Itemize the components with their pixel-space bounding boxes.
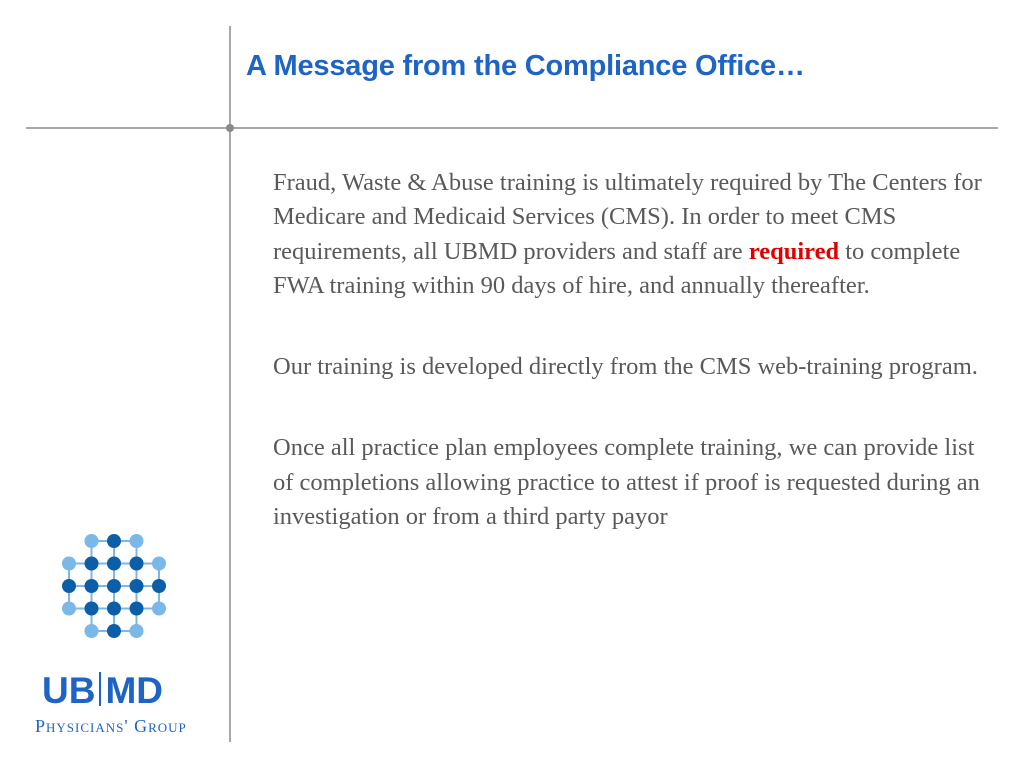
logo-grid-dot [130, 624, 144, 638]
horizontal-divider [26, 127, 998, 129]
logo-grid-dot [85, 534, 99, 548]
logo-grid-dot [152, 579, 166, 593]
logo-grid-dot [107, 579, 121, 593]
slide-title: A Message from the Compliance Office… [246, 50, 805, 82]
logo-grid-dot [130, 579, 144, 593]
logo-grid-dot [130, 534, 144, 548]
wordmark-separator [99, 672, 101, 706]
paragraph-training-source: Our training is developed directly from the CMS web-training program. [273, 353, 978, 381]
logo-grid-dot [152, 557, 166, 571]
logo-grid-dot [62, 557, 76, 571]
ubmd-wordmark [42, 669, 163, 713]
vertical-divider [229, 26, 231, 742]
required-emphasis: required [748, 237, 840, 265]
paragraph-1-text-after: to complete FWA training within 90 days of hire, and annually thereafter. [273, 237, 961, 299]
logo-grid-dot [85, 602, 99, 616]
logo-grid-dot [62, 579, 76, 593]
logo-grid-dot [152, 602, 166, 616]
logo-grid-dot [62, 602, 76, 616]
logo-grid-dot [107, 624, 121, 638]
logo-grid-dot [130, 557, 144, 571]
logo-grid-dot [107, 557, 121, 571]
dot-grid-logo-icon [60, 532, 170, 644]
logo-grid-dot [130, 602, 144, 616]
logo-grid-dot [107, 602, 121, 616]
paragraph-fwa-requirement [273, 166, 988, 303]
logo-grid-dot [107, 534, 121, 548]
logo-grid-dot [85, 579, 99, 593]
wordmark-md: MD [105, 670, 163, 711]
paragraph-1-text-before: Fraud, Waste & Abuse training is ultimately required by The Centers for Medicare and Medicaid Services (CMS). In order to meet CMS requirements, all UBMD providers and staff are [273, 169, 982, 265]
slide-body [273, 166, 988, 581]
logo-subtitle: Physicians' Group [35, 716, 187, 736]
logo-grid-dot [85, 557, 99, 571]
wordmark-ub: UB [42, 670, 96, 711]
divider-intersection-dot [226, 124, 234, 132]
logo-grid-dot [85, 624, 99, 638]
paragraph-completion-list: Once all practice plan employees complete training, we can provide list of completions allowing practice to attest if proof is requested during an investigation or from a third party payor [273, 434, 980, 531]
